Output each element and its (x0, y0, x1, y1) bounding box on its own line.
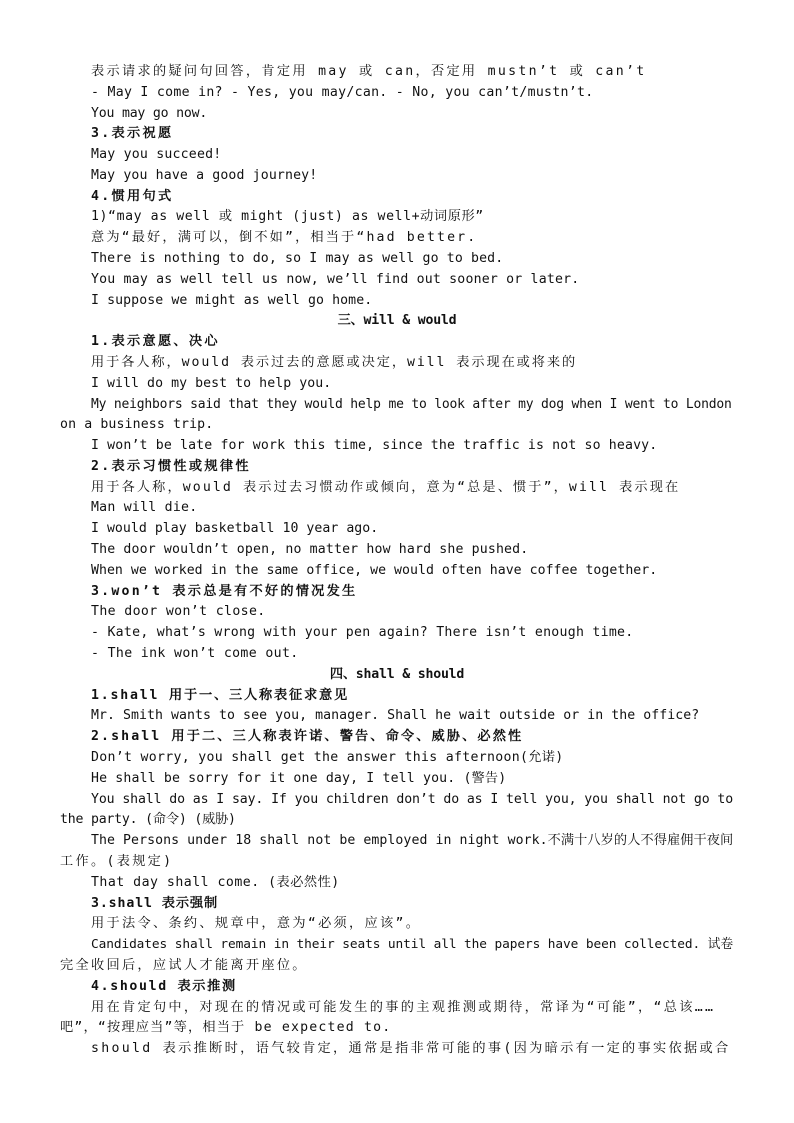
text-line: 用在肯定句中，对现在的情况或可能发生的事的主观推测或期待，常译为“可能”，“总该…… (91, 1000, 716, 1015)
text-line: 完全收回后，应试人才能离开座位。 (60, 958, 308, 973)
text-line: Don’t worry, you shall get the answer this afternoon(允诺) (91, 750, 564, 765)
text-line: on a business trip. (60, 417, 214, 432)
text-line: 吧”，“按理应当”等，相当于 be expected to. (60, 1020, 392, 1035)
chapter-heading: 四、shall & should (329, 667, 465, 682)
text-line: 用于各人称，would 表示过去习惯动作或倾向，意为“总是、惯于”，will 表示现在 (91, 480, 681, 495)
text-line: I will do my best to help you. (91, 376, 332, 391)
text-line: Candidates shall remain in their seats until all the papers have been collected. 试卷 (91, 937, 734, 952)
chapter-heading: 三、will & would (337, 313, 457, 328)
text-line: The Persons under 18 shall not be employed in night work.不满十八岁的人不得雇佣干夜间 (91, 833, 734, 848)
text-line: - The ink won’t come out. (91, 646, 299, 661)
text-line: You may go now. (91, 106, 208, 121)
text-line: 1)“may as well 或 might (just) as well+动词原形” (91, 209, 484, 224)
text-line: - May I come in? - Yes, you may/can. - No, you can’t/mustn’t. (91, 85, 594, 100)
section-heading: 2.表示习惯性或规律性 (91, 459, 251, 474)
text-line: My neighbors said that they would help me to look after my dog when I went to London (91, 397, 732, 412)
text-line: 用于法令、条约、规章中，意为“必须，应该”。 (91, 916, 422, 931)
text-line: May you succeed! (91, 147, 222, 162)
text-line: 用于各人称，would 表示过去的意愿或决定，will 表示现在或将来的 (91, 355, 578, 370)
text-line: That day shall come. (表必然性) (91, 875, 340, 890)
text-line: - Kate, what’s wrong with your pen again? There isn’t enough time. (91, 625, 634, 640)
section-heading: 2.shall 用于二、三人称表许诺、警告、命令、威胁、必然性 (91, 729, 524, 744)
text-line: The door wouldn’t open, no matter how hard she pushed. (91, 542, 529, 557)
section-heading: 1.shall 用于一、三人称表征求意见 (91, 688, 350, 703)
text-line: I would play basketball 10 year ago. (91, 521, 379, 536)
text-line: 意为“最好，满可以，倒不如”，相当于“had better. (91, 230, 478, 245)
text-line: 表示请求的疑问句回答，肯定用 may 或 can，否定用 mustn’t 或 can’t (91, 64, 647, 79)
text-line: When we worked in the same office, we would often have coffee together. (91, 563, 658, 578)
text-line: I won’t be late for work this time, since the traffic is not so heavy. (91, 438, 658, 453)
section-heading: 4.惯用句式 (91, 189, 174, 204)
text-line: the party. (命令) (威胁) (60, 812, 236, 827)
text-line: You may as well tell us now, we’ll find out sooner or later. (91, 272, 580, 287)
section-heading: 3.won’t 表示总是有不好的情况发生 (91, 584, 358, 599)
text-line: I suppose we might as well go home. (91, 293, 373, 308)
text-line: He shall be sorry for it one day, I tell you. (警告) (91, 771, 507, 786)
text-line: The door won’t close. (91, 604, 266, 619)
text-line: 工作。(表规定) (60, 854, 174, 869)
text-line: May you have a good journey! (91, 168, 318, 183)
text-line: Man will die. (91, 500, 198, 515)
text-line: There is nothing to do, so I may as well go to bed. (91, 251, 504, 266)
section-heading: 1.表示意愿、决心 (91, 334, 220, 349)
section-heading: 3.表示祝愿 (91, 126, 174, 141)
text-line: You shall do as I say. If you children don’t do as I tell you, you shall not go to (91, 792, 734, 807)
section-heading: 3.shall 表示强制 (91, 896, 219, 911)
text-line: Mr. Smith wants to see you, manager. Shall he wait outside or in the office? (91, 708, 700, 723)
text-line: should 表示推断时，语气较肯定，通常是指非常可能的事(因为暗示有一定的事实依据或合 (91, 1041, 731, 1056)
section-heading: 4.should 表示推测 (91, 979, 237, 994)
